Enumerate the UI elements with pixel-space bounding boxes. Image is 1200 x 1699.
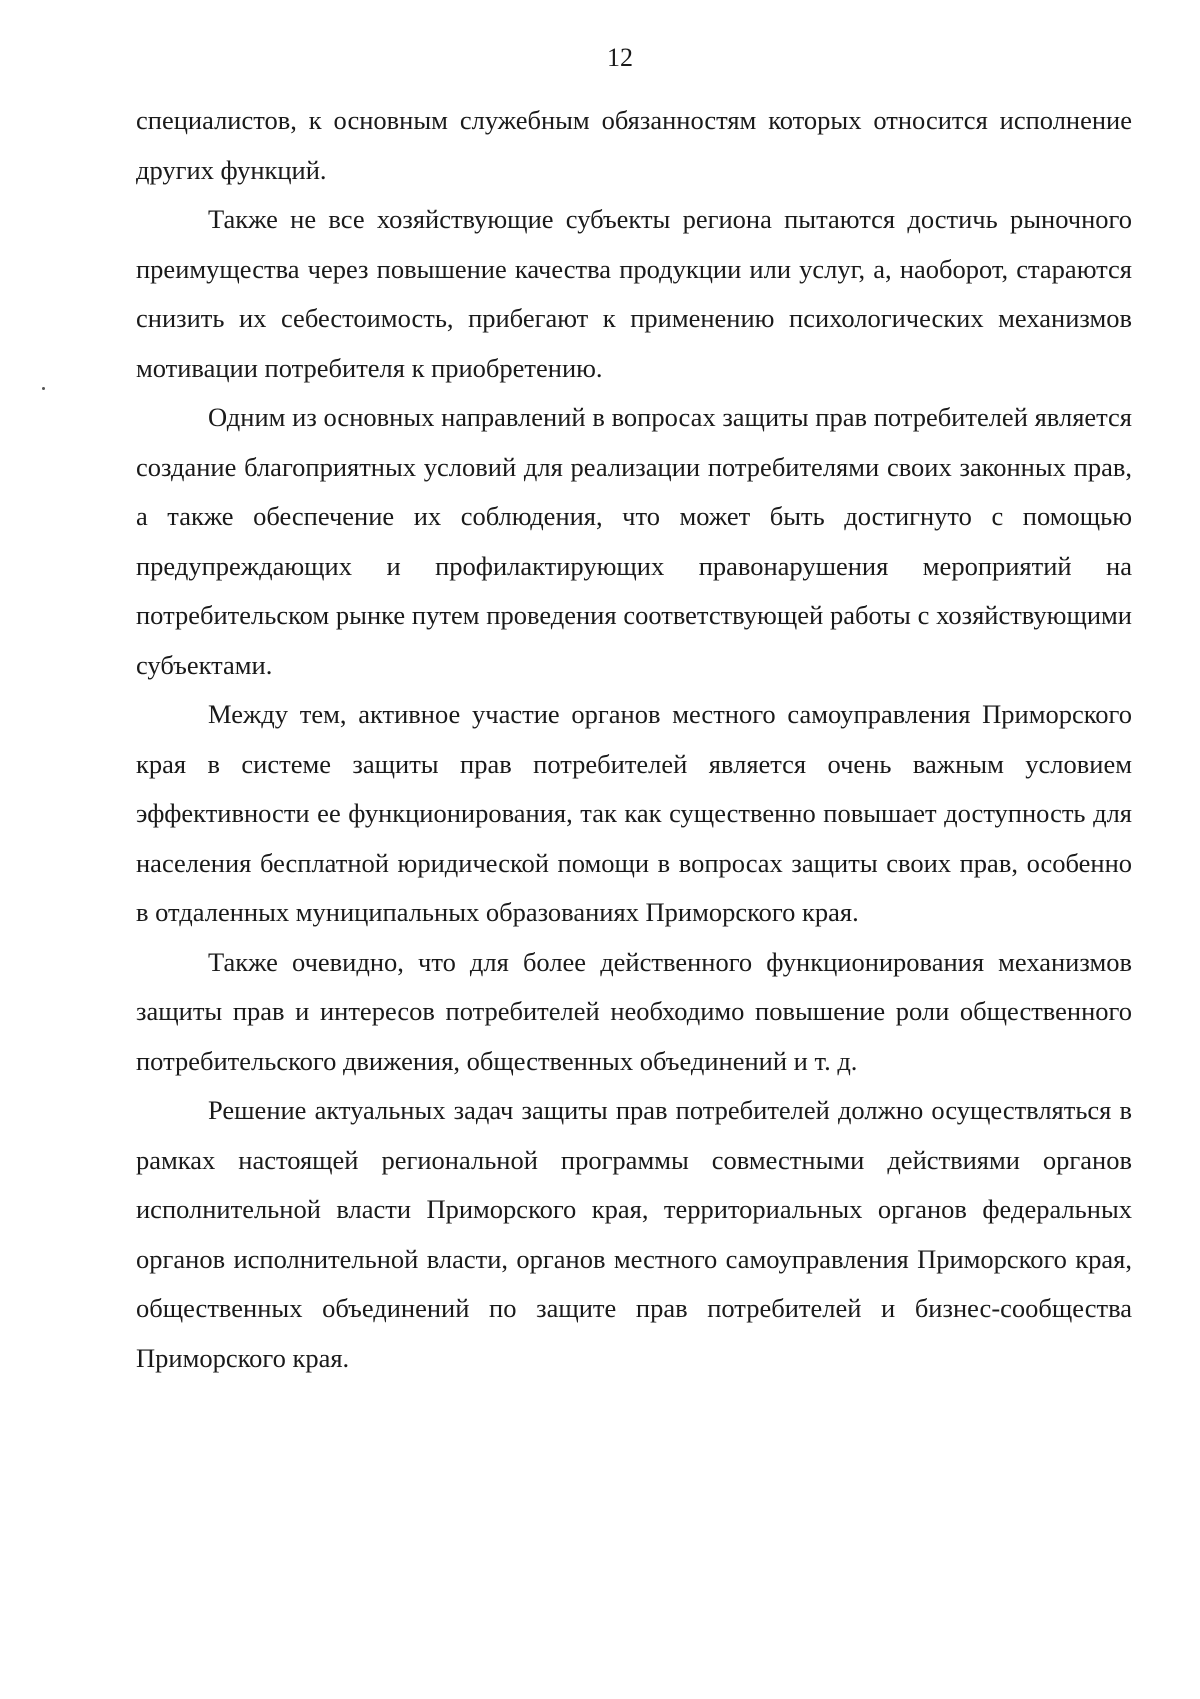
scan-artifact-dot — [42, 387, 45, 390]
paragraph-continuation: специалистов, к основным служебным обязанностям которых относится исполнение других функций. — [136, 105, 1132, 185]
paragraph: Также не все хозяйствующие субъекты региона пытаются достичь рыночного преимущества через повышение качества продукции или услуг, а, наоборот, стараются снизить их себестоимость, прибегают к применению психологических механизмов мотивации потребителя к приобретению. — [136, 204, 1132, 383]
paragraph: Одним из основных направлений в вопросах защиты прав потребителей является создание благоприятных условий для реализации потребителями своих законных прав, а также обеспечение их соблюдения, что может быть достигнуто с помощью предупреждающих и профилактирующих правонарушения мероприятий на потребительском рынке путем проведения соответствующей работы с хозяйствующими субъектами. — [136, 402, 1132, 680]
paragraph: Между тем, активное участие органов местного самоуправления Приморского края в системе защиты прав потребителей является очень важным условием эффективности ее функционирования, так как существенно повышает доступность для населения бесплатной юридической помощи в вопросах защиты своих прав, особенно в отдаленных муниципальных образованиях Приморского края. — [136, 699, 1132, 927]
page-number: 12 — [607, 43, 633, 72]
paragraph: Также очевидно, что для более действенного функционирования механизмов защиты прав и интересов потребителей необходимо повышение роли общественного потребительского движения, общественных объединений и т. д. — [136, 946, 1132, 1076]
paragraph: Решение актуальных задач защиты прав потребителей должно осуществляться в рамках настоящей региональной программы совместными действиями органов исполнительной власти Приморского края, территориальных органов федеральных органов исполнительной власти, органов местного самоуправления Приморского края, общественных объединений по защите прав потребителей и бизнес-сообщества Приморского края. — [136, 1095, 1132, 1373]
document-body — [136, 96, 1132, 1383]
